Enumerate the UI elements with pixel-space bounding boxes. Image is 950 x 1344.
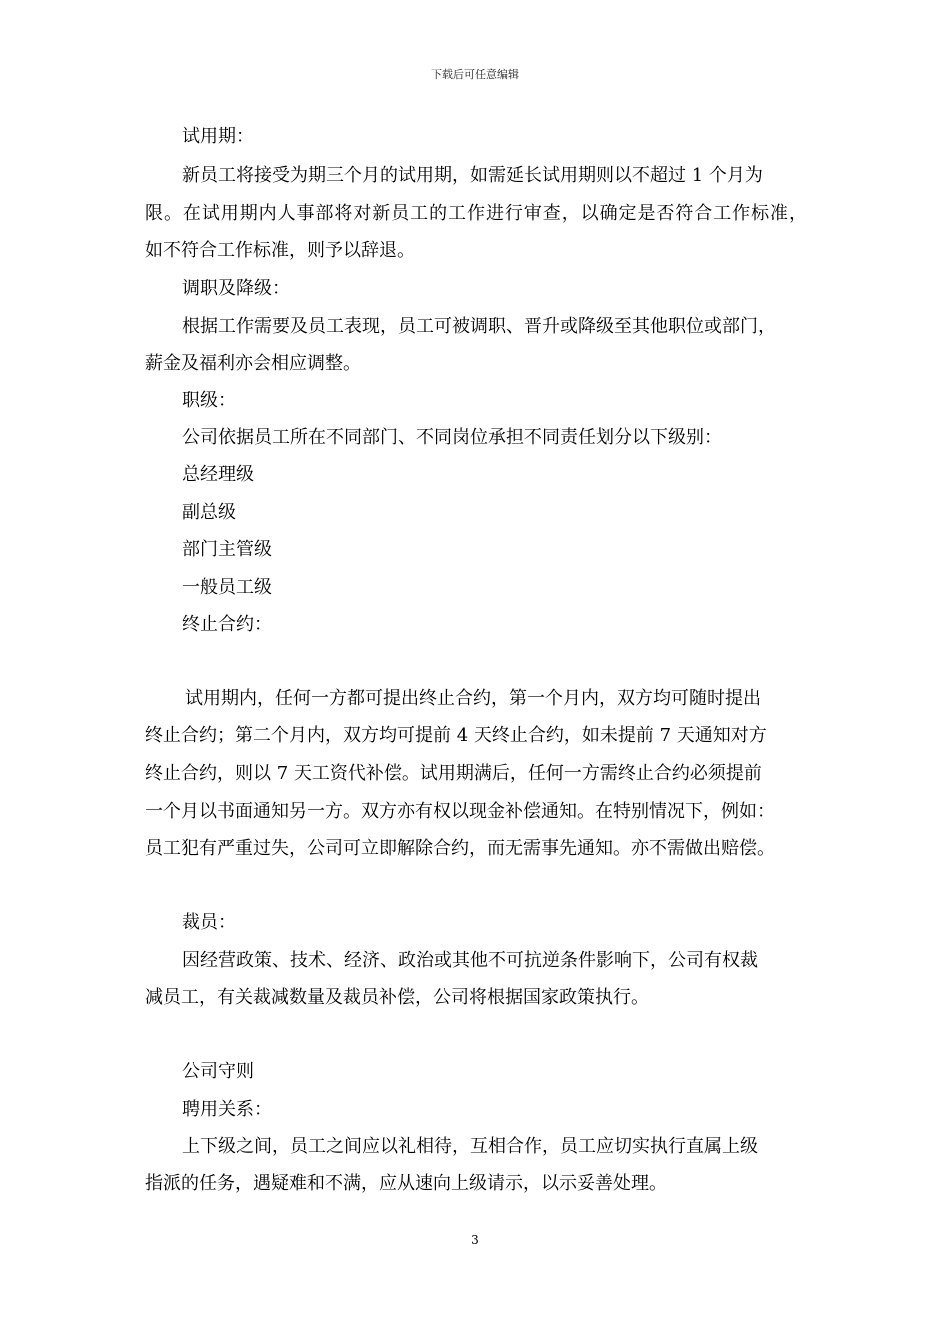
list-item: 一般员工级 [182,577,272,598]
page-header: 下载后可任意编辑 [431,68,519,81]
text-line: 减员工，有关裁减数量及裁员补偿，公司将根据国家政策执行。 [145,987,649,1008]
text-line: 薪金及福利亦会相应调整。 [145,353,361,374]
text-line: 终止合约；第二个月内，双方均可提前 4 天终止合约，如未提前 7 天通知对方 [145,725,767,746]
text-line: 如不符合工作标准，则予以辞退。 [145,240,415,261]
heading-employment-relations: 聘用关系： [182,1099,272,1120]
text-line: 一个月以书面通知另一方。双方亦有权以现金补偿通知。在特别情况下，例如： [145,801,775,822]
heading-company-rules: 公司守则 [182,1061,254,1082]
list-item: 总经理级 [182,464,254,485]
text-line: 员工犯有严重过失，公司可立即解除合约，而无需事先通知。亦不需做出赔偿。 [145,838,775,859]
text-line: 因经营政策、技术、经济、政治或其他不可抗逆条件影响下，公司有权裁 [182,950,758,971]
page-number: 3 [471,1233,479,1247]
text-line: 指派的任务，遇疑难和不满，应从速向上级请示，以示妥善处理。 [145,1173,667,1194]
text-line: 终止合约，则以 7 天工资代补偿。试用期满后，任何一方需终止合约必须提前 [145,763,762,784]
text-line: 限。在试用期内人事部将对新员工的工作进行审查，以确定是否符合工作标准， [145,203,807,224]
text-line: 上下级之间，员工之间应以礼相待，互相合作，员工应切实执行直属上级 [182,1136,758,1157]
text-line: 试用期内，任何一方都可提出终止合约，第一个月内，双方均可随时提出 [185,688,761,709]
text-line: 根据工作需要及员工表现，员工可被调职、晋升或降级至其他职位或部门， [182,316,776,337]
list-item: 副总级 [182,502,236,523]
heading-probation: 试用期： [182,126,254,147]
heading-rank: 职级： [182,390,236,411]
heading-transfer: 调职及降级： [182,278,290,299]
list-item: 部门主管级 [182,539,272,560]
heading-layoff: 裁员： [182,912,236,933]
text-line: 公司依据员工所在不同部门、不同岗位承担不同责任划分以下级别： [182,427,722,448]
text-line: 新员工将接受为期三个月的试用期，如需延长试用期则以不超过 1 个月为 [182,165,763,186]
heading-termination: 终止合约： [182,614,272,635]
